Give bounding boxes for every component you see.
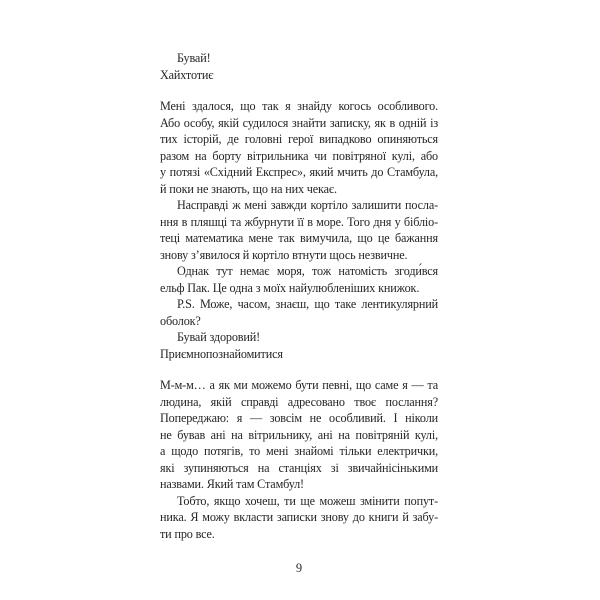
paragraph-1: [160, 98, 438, 197]
text-line: Мені здалося, що так я знайду когось особливого.: [160, 99, 438, 113]
text-line: ельф Пак. Це одна з моїх найулюбленіших книжок.: [160, 280, 420, 295]
paragraph-4-postscript: [160, 296, 438, 329]
text-line: людина, якій справді адресовано твоє послання?: [160, 394, 438, 409]
paragraph-6: [160, 493, 438, 543]
text-line: які зупиняються на станціях зі звичайнісінькими: [160, 460, 438, 475]
text-line: теці математика мене так вимучила, що це бажання: [160, 231, 438, 245]
text-line: назвами. Який там Стамбул!: [160, 477, 304, 491]
text-line: Насправді ж мені завжди кортіло залишити посла-: [177, 198, 438, 212]
text-line: P.S. Може, часом, знаєш, що таке лентикулярний: [177, 297, 438, 311]
section-gap: [160, 362, 438, 377]
paragraph-3: [160, 263, 438, 296]
text-line: Тобто, якщо хочеш, ти ще можеш змінити попут-: [177, 493, 438, 508]
text-line: Однак тут немає моря, тож натомість згоди́вся: [177, 264, 438, 278]
page-number: 9: [295, 561, 303, 575]
text-line: не бував ані на вітрильнику, ані на повітряній кулі,: [160, 427, 438, 442]
text-line: й поки не знають, що на них чекає.: [160, 181, 337, 196]
text-line: оболок?: [160, 313, 201, 328]
text-line: а щодо потягів, то мені знайомі тільки електрички,: [160, 444, 438, 458]
text-line: Хайхтотиє: [160, 67, 214, 82]
text-line: у потязі «Східний Експрес», який мчить до Стамбула,: [160, 165, 438, 179]
text-line: ння в пляшці та жбурнути її в море. Того дня у бібліо-: [160, 214, 438, 229]
text-line: разом на борту вітрильника чи повітряної кулі, або: [160, 148, 438, 163]
text-line: Бувай!: [177, 51, 211, 65]
text-line: Попереджаю: я — зовсім не особливий. І ніколи: [160, 411, 438, 425]
paragraph-2: [160, 197, 438, 263]
text-line: тих історій, де головні герої випадково опиняються: [160, 132, 438, 146]
text-line: знову з’явилося й кортіло втнути щось незвичне.: [160, 247, 408, 262]
text-line: М-м-м… а як ми можемо бути певні, що саме я — та: [160, 378, 438, 392]
text-line: Або особу, якій судилося знайти записку, як в одній із: [160, 115, 438, 130]
section-gap: [160, 83, 438, 98]
paragraph-5: [160, 377, 438, 493]
text-line: ти про все.: [160, 526, 215, 541]
letter-signoff-bottom: [160, 329, 438, 362]
letter-signoff-top: [160, 50, 438, 83]
text-line: Бувай здоровий!: [177, 330, 261, 344]
page-text: [160, 50, 438, 542]
text-line: ника. Я можу вкласти записки знову до книги й забу-: [160, 510, 438, 524]
text-line: Приємнопознайомитися: [160, 346, 283, 361]
